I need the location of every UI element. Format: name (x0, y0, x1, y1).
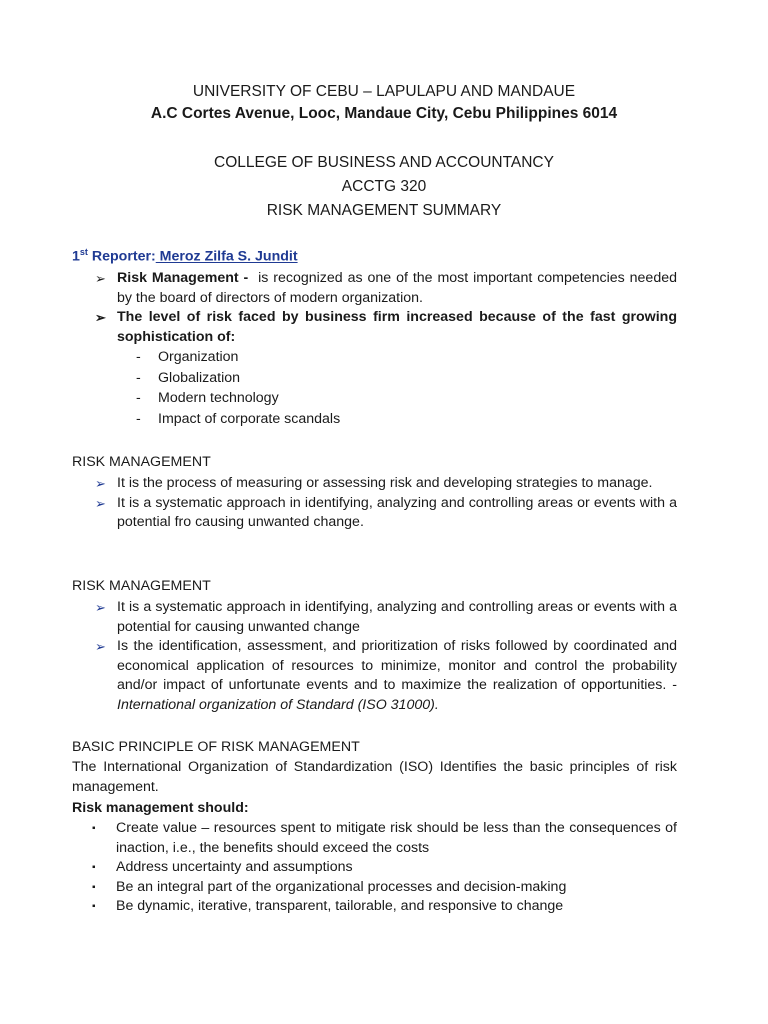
list-item-text: It is the process of measuring or assessing risk and developing strategies to manage. (117, 475, 653, 491)
section-subheading: Risk management should: (72, 800, 249, 816)
list-item-text: It is a systematic approach in identifying, analyzing and controlling areas or events with a potential fro causing unwanted change. (117, 494, 677, 530)
arrow-bullet-icon: ➢ (95, 639, 106, 654)
arrow-bullet-icon: ➢ (95, 600, 106, 615)
intro-list (72, 269, 677, 429)
dash-bullet-icon: - (136, 349, 141, 365)
square-bullet-icon: ▪ (92, 881, 96, 893)
reporter-name: Meroz Zilfa S. Jundit (155, 248, 298, 265)
list-item (72, 474, 677, 494)
university-address: A.C Cortes Avenue, Looc, Mandaue City, Cebu Philippines 6014 (150, 105, 618, 122)
list-item (72, 269, 677, 308)
list-item (72, 409, 677, 430)
square-bullet-icon: ▪ (92, 823, 96, 834)
course-code: ACCTG 320 (341, 178, 427, 195)
reporter-ordinal: 1 (72, 248, 80, 265)
list-item (72, 494, 677, 533)
list-item (72, 819, 677, 858)
list-item (72, 598, 677, 637)
list-item (72, 388, 677, 409)
section-risk-management-2 (72, 576, 677, 715)
list-item-text: Is the identification, assessment, and prioritization of risks followed by coordinated and economical application of resources to minimize, monitor and control the probability and/or impact of unfortunate events and to maximize the realization of opportunities. - (117, 638, 677, 693)
arrow-bullet-icon: ➢ (95, 495, 106, 511)
section-paragraph: The International Organization of Standardization (ISO) Identifies the basic principles of risk management. (72, 759, 677, 795)
reporter-label: Reporter: (87, 248, 156, 265)
dash-bullet-icon: - (136, 410, 141, 427)
risk-management-term: Risk Management - (117, 270, 254, 286)
arrow-bullet-icon: ➢ (95, 310, 106, 325)
college-name: COLLEGE OF BUSINESS AND ACCOUNTANCY (214, 154, 554, 171)
iso-source-citation: International organization of Standard (ISO 31000). (117, 696, 439, 713)
square-bullet-icon: ▪ (92, 901, 96, 912)
list-item (72, 858, 677, 878)
list-item-text: Be an integral part of the organizational processes and decision-making (116, 878, 567, 895)
section-heading: BASIC PRINCIPLE OF RISK MANAGEMENT (72, 739, 360, 755)
section-heading: RISK MANAGEMENT (72, 454, 211, 470)
section-basic-principles (72, 737, 677, 917)
list-item-text: Create value – resources spent to mitigate risk should be less than the consequences of inaction, i.e., the benefits should exceed the costs (116, 820, 677, 856)
arrow-bullet-icon: ➢ (95, 271, 106, 286)
arrow-bullet-icon: ➢ (95, 476, 106, 491)
list-item (72, 897, 677, 917)
list-item-text: Organization (158, 349, 239, 365)
dash-bullet-icon: - (136, 369, 141, 386)
list-item (72, 308, 677, 347)
square-bullet-icon: ▪ (92, 862, 96, 873)
document-header (0, 81, 768, 125)
university-name: UNIVERSITY OF CEBU – LAPULAPU AND MANDAUE (192, 83, 576, 100)
list-item (72, 878, 677, 898)
list-item-text: The level of risk faced by business firm increased because of the fast growing sophistication of: (117, 309, 677, 345)
list-item-text: It is a systematic approach in identifying, analyzing and controlling areas or events with a potential for causing unwanted change (117, 599, 677, 635)
list-item (72, 637, 677, 715)
list-item-text: Address uncertainty and assumptions (116, 859, 353, 875)
list-item-text: Globalization (158, 369, 241, 386)
course-header (0, 151, 768, 223)
list-item-text: Modern technology (158, 390, 279, 406)
list-item-text: Impact of corporate scandals (158, 410, 341, 427)
list-item-text: Be dynamic, iterative, transparent, tailorable, and responsive to change (116, 898, 564, 914)
list-item (72, 368, 677, 389)
reporter-line (72, 247, 677, 265)
dash-bullet-icon: - (136, 390, 141, 406)
list-item (72, 347, 677, 368)
section-heading: RISK MANAGEMENT (72, 578, 211, 594)
reporter-ordinal-suffix: st (79, 247, 88, 257)
section-risk-management-1 (72, 452, 677, 533)
document-title: RISK MANAGEMENT SUMMARY (266, 202, 502, 219)
list-item-text: is recognized as one of the most important competencies needed by the board of directors of modern organization. (117, 270, 677, 306)
